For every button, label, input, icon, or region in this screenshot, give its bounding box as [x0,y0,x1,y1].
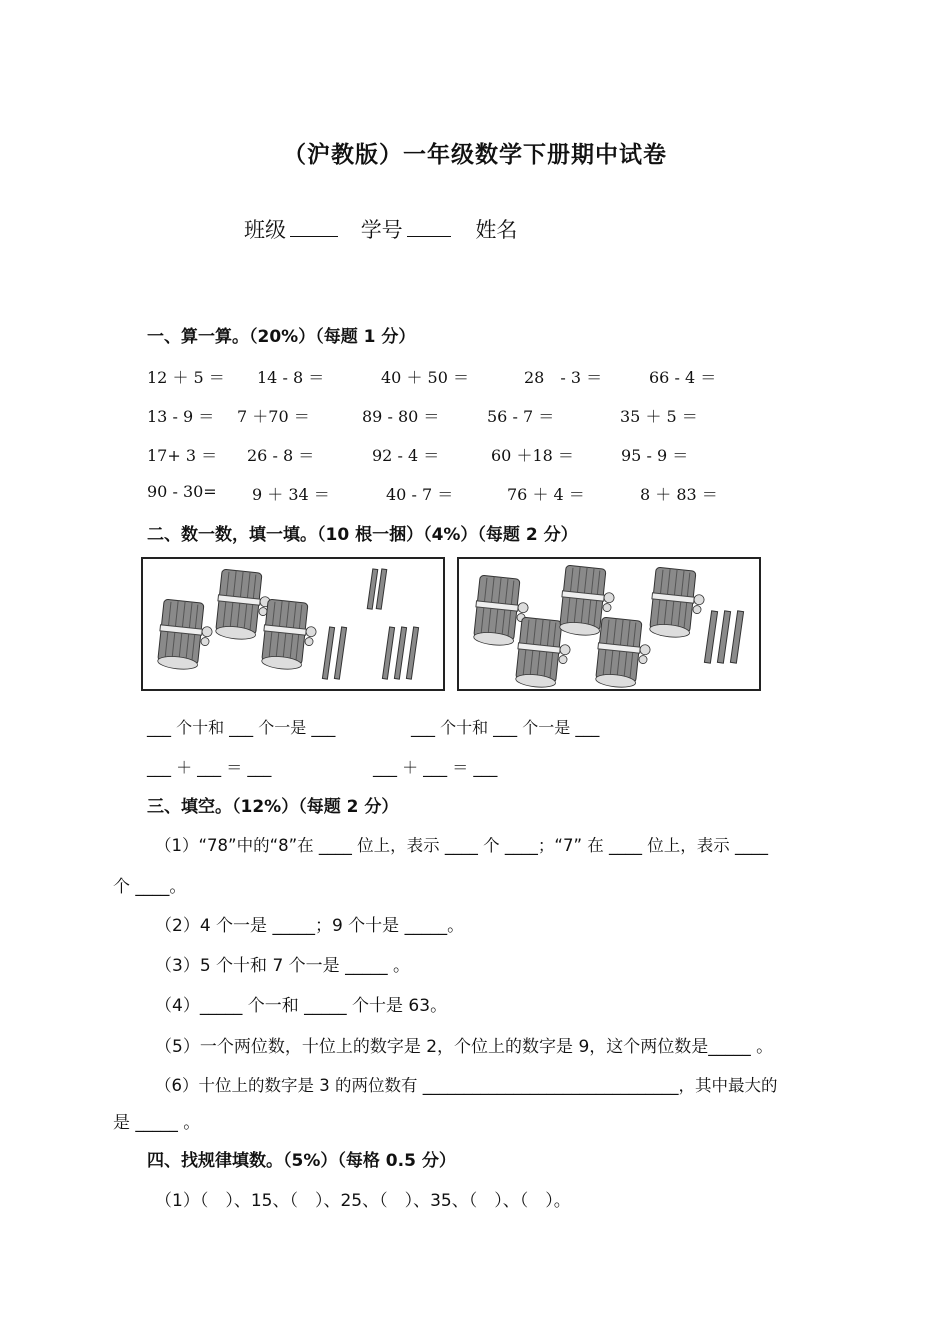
section3-heading: 三、填空。（12%）（每题 2 分） [147,797,399,817]
left-fill-line-1[interactable]: ___ 个十和 ___ 个一是 ___ [147,718,336,737]
page-title: （沪教版）一年级数学下册期中试卷 [283,142,667,168]
question-3-6: （6）十位上的数字是 3 的两位数有 _______________________________，其中最大的 [155,1076,778,1095]
student-info [244,214,521,244]
sticks-picture-left [141,557,445,691]
bundles-and-sticks-icon [459,559,759,689]
calc-item: 26 - 8 ＝ [247,446,315,465]
question-3-3: （3）5 个十和 7 个一是 _____ 。 [155,956,410,976]
calc-item: 28 - 3 ＝ [524,368,603,387]
calc-item: 17+ 3 ＝ [147,446,218,465]
calc-item: 76 ＋ 4 ＝ [507,485,585,504]
class-blank[interactable] [290,217,338,237]
calc-item: 40 - 7 ＝ [386,485,454,504]
calc-item: 40 ＋ 50 ＝ [381,368,469,387]
id-label: 学号 [360,218,403,242]
question-3-1-cont: 个 ____。 [113,877,187,897]
name-label: 姓名 [475,218,518,242]
question-3-6-cont: 是 _____ 。 [113,1113,201,1133]
question-4-1: （1）（ ）、15、（ ）、25、（ ）、35、（ ）、（ ）。 [155,1191,571,1211]
left-fill-line-2[interactable]: ___ ＋ ___ ＝ ___ [147,758,272,777]
calc-item: 56 - 7 ＝ [487,407,555,426]
calc-item: 8 ＋ 83 ＝ [640,485,718,504]
sticks-picture-right [457,557,761,691]
calc-item: 7 ＋70 ＝ [237,407,310,426]
section1-heading: 一、算一算。（20%）（每题 1 分） [147,327,416,347]
section4-heading: 四、找规律填数。（5%）（每格 0.5 分） [147,1151,456,1171]
calc-item: 92 - 4 ＝ [372,446,440,465]
calc-item: 35 ＋ 5 ＝ [620,407,698,426]
class-label: 班级 [244,218,286,242]
question-3-4: （4）_____ 个一和 _____ 个十是 63。 [155,996,448,1016]
question-3-1: （1）“78”中的“8”在 ____ 位上，表示 ____ 个 ____；“7” 在 ____ 位上，表示 ____ [155,836,768,855]
calc-item: 13 - 9 ＝ [147,407,215,426]
calc-item: 60 ＋18 ＝ [491,446,574,465]
calc-item: 66 - 4 ＝ [649,368,717,387]
calc-item: 12 ＋ 5 ＝ [147,368,225,387]
question-3-2: （2）4 个一是 _____；9 个十是 _____。 [155,916,465,936]
calc-item: 9 ＋ 34 ＝ [252,485,330,504]
bundles-and-sticks-icon [143,559,443,689]
id-blank[interactable] [407,217,451,237]
calc-item: 89 - 80 ＝ [362,407,440,426]
calc-item: 90 - 30= [147,482,217,501]
calc-item: 95 - 9 ＝ [621,446,689,465]
right-fill-line-1[interactable]: ___ 个十和 ___ 个一是 ___ [411,718,600,737]
section2-heading: 二、数一数，填一填。（10 根一捆）（4%）（每题 2 分） [147,525,578,545]
question-3-5: （5）一个两位数，十位上的数字是 2，个位上的数字是 9，这个两位数是_____ 。 [155,1037,774,1057]
calc-item: 14 - 8 ＝ [257,368,325,387]
right-fill-line-2[interactable]: ___ ＋ ___ ＝ ___ [373,758,498,777]
